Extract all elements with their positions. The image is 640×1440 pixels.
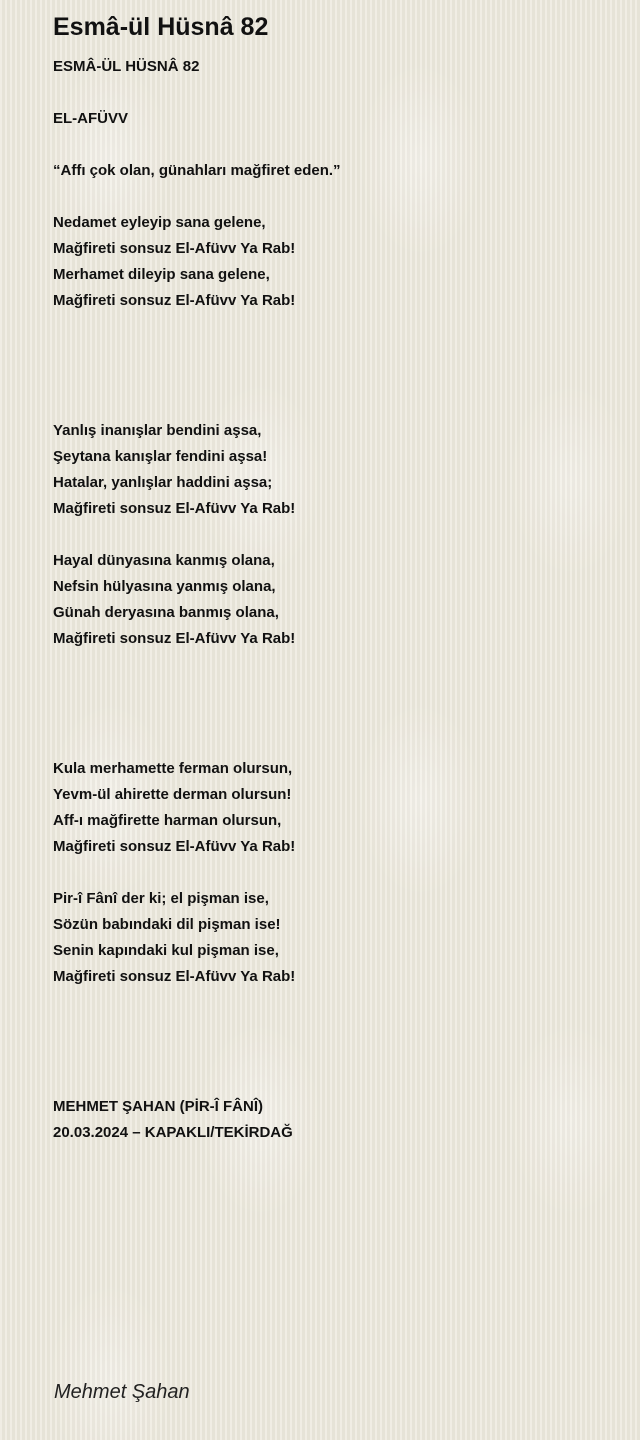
poem-line: Hayal dünyasına kanmış olana, [53, 552, 275, 569]
poem-body [53, 54, 613, 1146]
poem-line: Şeytana kanışlar fendini aşsa! [53, 448, 268, 465]
date-place: 20.03.2024 – KAPAKLI/TEKİRDAĞ [53, 1124, 293, 1141]
poem-line: Nedamet eyleyip sana gelene, [53, 214, 266, 231]
poem-line: Aff-ı mağfirette harman olursun, [53, 812, 282, 829]
poem-line: Mağfireti sonsuz El-Afüvv Ya Rab! [53, 838, 296, 855]
stanza-3 [53, 548, 613, 652]
author-line: MEHMET ŞAHAN (PİR-Î FÂNÎ) [53, 1098, 263, 1115]
poem-line: Sözün babındaki dil pişman ise! [53, 916, 281, 933]
poem-line: Merhamet dileyip sana gelene, [53, 266, 270, 283]
poem-line: Mağfireti sonsuz El-Afüvv Ya Rab! [53, 968, 296, 985]
stanza-2 [53, 418, 613, 522]
poem-meaning: “Affı çok olan, günahları mağfiret eden.” [53, 162, 341, 179]
poem-line: Yevm-ül ahirette derman olursun! [53, 786, 292, 803]
stanza-5 [53, 886, 613, 990]
poem-line: Mağfireti sonsuz El-Afüvv Ya Rab! [53, 630, 296, 647]
poem-line: Nefsin hülyasına yanmış olana, [53, 578, 276, 595]
poem-line: Pir-î Fânî der ki; el pişman ise, [53, 890, 269, 907]
stanza-4 [53, 756, 613, 860]
poem-line: Senin kapındaki kul pişman ise, [53, 942, 279, 959]
poem-line: Günah deryasına banmış olana, [53, 604, 279, 621]
poem-line: Mağfireti sonsuz El-Afüvv Ya Rab! [53, 292, 296, 309]
poem-line: Mağfireti sonsuz El-Afüvv Ya Rab! [53, 500, 296, 517]
poem-line: Hatalar, yanlışlar haddini aşsa; [53, 474, 273, 491]
poem-name: EL-AFÜVV [53, 110, 128, 127]
poem-line: Yanlış inanışlar bendini aşsa, [53, 422, 262, 439]
poem-heading: ESMÂ-ÜL HÜSNÂ 82 [53, 58, 200, 75]
stanza-1 [53, 210, 613, 314]
poem-page [53, 12, 613, 1146]
page-title: Esmâ-ül Hüsnâ 82 [53, 13, 269, 41]
author-signature: Mehmet Şahan [54, 1381, 190, 1403]
poem-line: Mağfireti sonsuz El-Afüvv Ya Rab! [53, 240, 296, 257]
poem-line: Kula merhamette ferman olursun, [53, 760, 293, 777]
